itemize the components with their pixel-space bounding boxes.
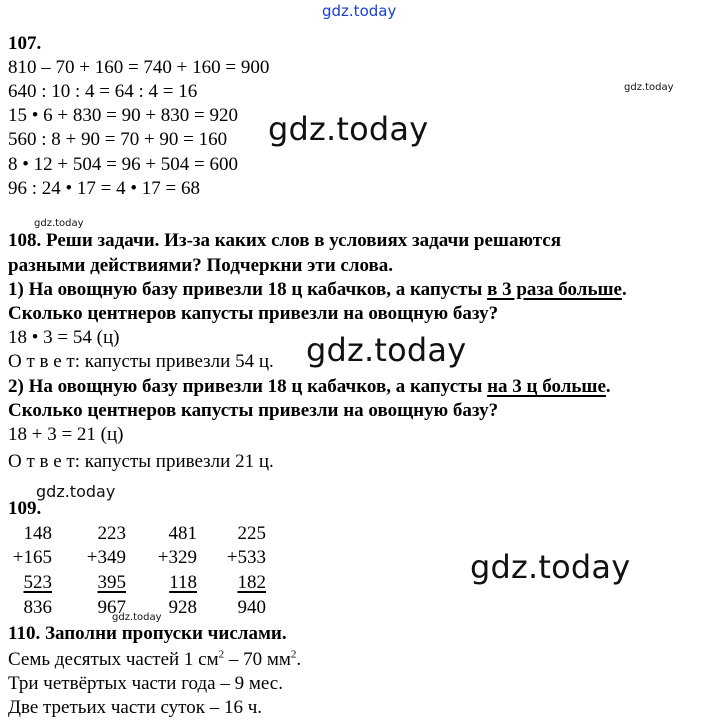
- line-end: .: [296, 649, 302, 670]
- sum: 836: [23, 597, 52, 618]
- line-text: – 70 мм: [224, 649, 291, 670]
- task-108-calc-2: 18 + 3 = 21 (ц): [8, 424, 124, 445]
- superscript: 2: [218, 648, 225, 661]
- task-108-question-2: Сколько центнеров капусты привезли на овощную базу?: [8, 400, 499, 421]
- task-107-number: 107.: [8, 33, 42, 54]
- addend-1: 148: [23, 523, 52, 544]
- superscript: 2: [290, 648, 297, 661]
- task-108-heading: 108. Реши задачи. Из-за каких слов в условиях задачи решаются: [8, 230, 562, 251]
- task-108-problem-2: [8, 376, 611, 398]
- problem-text: 2) На овощную базу привезли 18 ц кабачков, а капусты: [8, 376, 488, 397]
- task-108-calc-1: 18 • 3 = 54 (ц): [8, 327, 120, 348]
- task-107-line: 640 : 10 : 4 = 64 : 4 = 16: [8, 81, 198, 102]
- task-109-number: 109.: [8, 498, 42, 519]
- task-107-line: 96 : 24 • 17 = 4 • 17 = 68: [8, 178, 201, 199]
- addend-3: 395: [97, 572, 126, 593]
- addend-2: +329: [157, 547, 197, 568]
- addend-1: 225: [237, 523, 266, 544]
- underlined-key-words: в 3 раза больше: [487, 279, 622, 300]
- task-110-heading: 110. Заполни пропуски числами.: [8, 623, 287, 644]
- task-108-answer-1: О т в е т: капусты привезли 54 ц.: [8, 351, 274, 372]
- watermark-large: gdz.today: [470, 548, 631, 586]
- watermark-large: gdz.today: [306, 331, 467, 369]
- task-108-answer-2: О т в е т: капусты привезли 21 ц.: [8, 451, 274, 472]
- addend-3: 523: [23, 572, 52, 593]
- sum: 967: [97, 597, 126, 618]
- addend-3: 118: [169, 572, 197, 593]
- watermark-small: gdz.today: [624, 82, 674, 93]
- addend-1: 481: [168, 523, 197, 544]
- problem-end: .: [605, 376, 611, 397]
- underlined-key-words: на 3 ц больше: [487, 376, 606, 397]
- addend-2: +533: [226, 547, 266, 568]
- sum: 928: [168, 597, 197, 618]
- task-108-question-1: Сколько центнеров капусты привезли на овощную базу?: [8, 303, 499, 324]
- task-107-line: 15 • 6 + 830 = 90 + 830 = 920: [8, 105, 239, 126]
- line-text: Семь десятых частей 1 см: [8, 649, 219, 670]
- task-107-line: 810 – 70 + 160 = 740 + 160 = 900: [8, 57, 270, 78]
- problem-end: .: [621, 279, 627, 300]
- task-110-line: Две третьих части суток – 16 ч.: [8, 697, 263, 718]
- task-107-line: 8 • 12 + 504 = 96 + 504 = 600: [8, 154, 239, 175]
- watermark-small: gdz.today: [112, 612, 162, 623]
- task-107-line: 560 : 8 + 90 = 70 + 90 = 160: [8, 129, 228, 150]
- task-110-line: Три четвёртых части года – 9 мес.: [8, 673, 283, 694]
- watermark-medium: gdz.today: [36, 482, 116, 501]
- task-108-problem-1: [8, 279, 627, 301]
- sum: 940: [237, 597, 266, 618]
- watermark-top: gdz.today: [322, 2, 397, 20]
- task-108-heading: разными действиями? Подчеркни эти слова.: [8, 255, 394, 276]
- addend-3: 182: [237, 572, 266, 593]
- addend-1: 223: [97, 523, 126, 544]
- task-110-line: [8, 649, 301, 671]
- addend-2: +349: [86, 547, 126, 568]
- watermark-small: gdz.today: [34, 218, 84, 229]
- watermark-large: gdz.today: [268, 110, 429, 148]
- problem-text: 1) На овощную базу привезли 18 ц кабачков, а капусты: [8, 279, 488, 300]
- addend-2: +165: [12, 547, 52, 568]
